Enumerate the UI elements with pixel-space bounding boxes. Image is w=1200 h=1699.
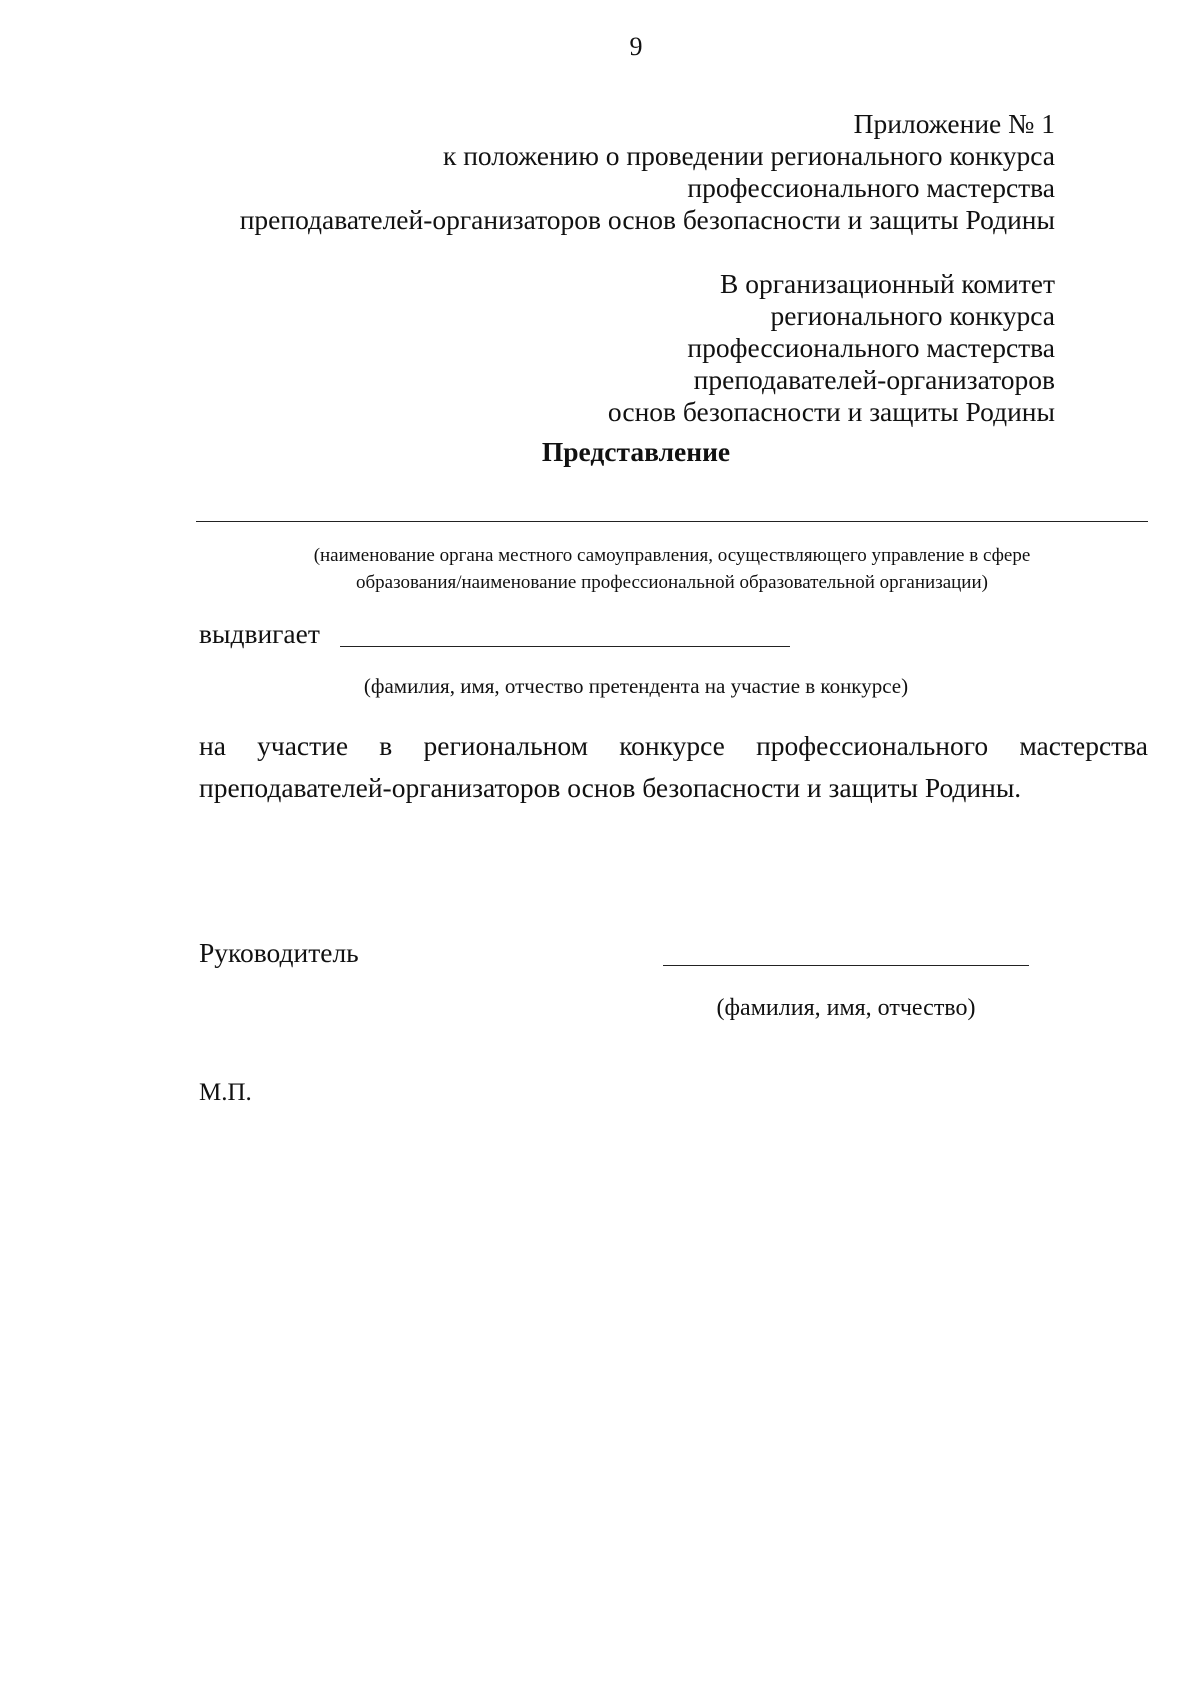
appendix-line: профессионального мастерства (687, 172, 1055, 203)
signature-blank-line (663, 965, 1029, 966)
addressee-line: профессионального мастерства (687, 332, 1055, 363)
body-paragraph (199, 725, 1148, 809)
addressee-line: регионального конкурса (770, 300, 1055, 331)
body-line: на участие в региональном конкурсе профессионального мастерства (199, 730, 1148, 761)
nominee-caption: (фамилия, имя, отчество претендента на участие в конкурсе) (363, 674, 909, 698)
addressee-line: преподавателей-организаторов (693, 364, 1055, 395)
appendix-line: преподавателей-организаторов основ безопасности и защиты Родины (239, 204, 1055, 235)
body-line: преподавателей-организаторов основ безопасности и защиты Родины. (199, 772, 1022, 803)
nominee-name-blank-line (340, 646, 790, 647)
organization-caption-line: (наименование органа местного самоуправления, осуществляющего управление в сфере (313, 545, 1031, 566)
organization-name-blank-line (196, 521, 1148, 522)
appendix-line: Приложение № 1 (853, 108, 1055, 139)
appendix-line: к положению о проведении регионального конкурса (442, 140, 1055, 171)
organization-caption-line: образования/наименование профессиональной образовательной организации) (356, 572, 988, 593)
nominates-label: выдвигает (199, 618, 320, 649)
document-title: Представление (541, 436, 731, 467)
addressee-line: основ безопасности и защиты Родины (607, 396, 1055, 427)
page-number: 9 (629, 32, 643, 61)
head-label: Руководитель (199, 937, 359, 968)
signature-caption: (фамилия, имя, отчество) (716, 995, 976, 1021)
organization-caption (196, 542, 1148, 596)
stamp-label: М.П. (199, 1079, 252, 1106)
appendix-header (240, 108, 1055, 236)
addressee-line: В организационный комитет (720, 268, 1055, 299)
addressee-block (608, 268, 1055, 428)
